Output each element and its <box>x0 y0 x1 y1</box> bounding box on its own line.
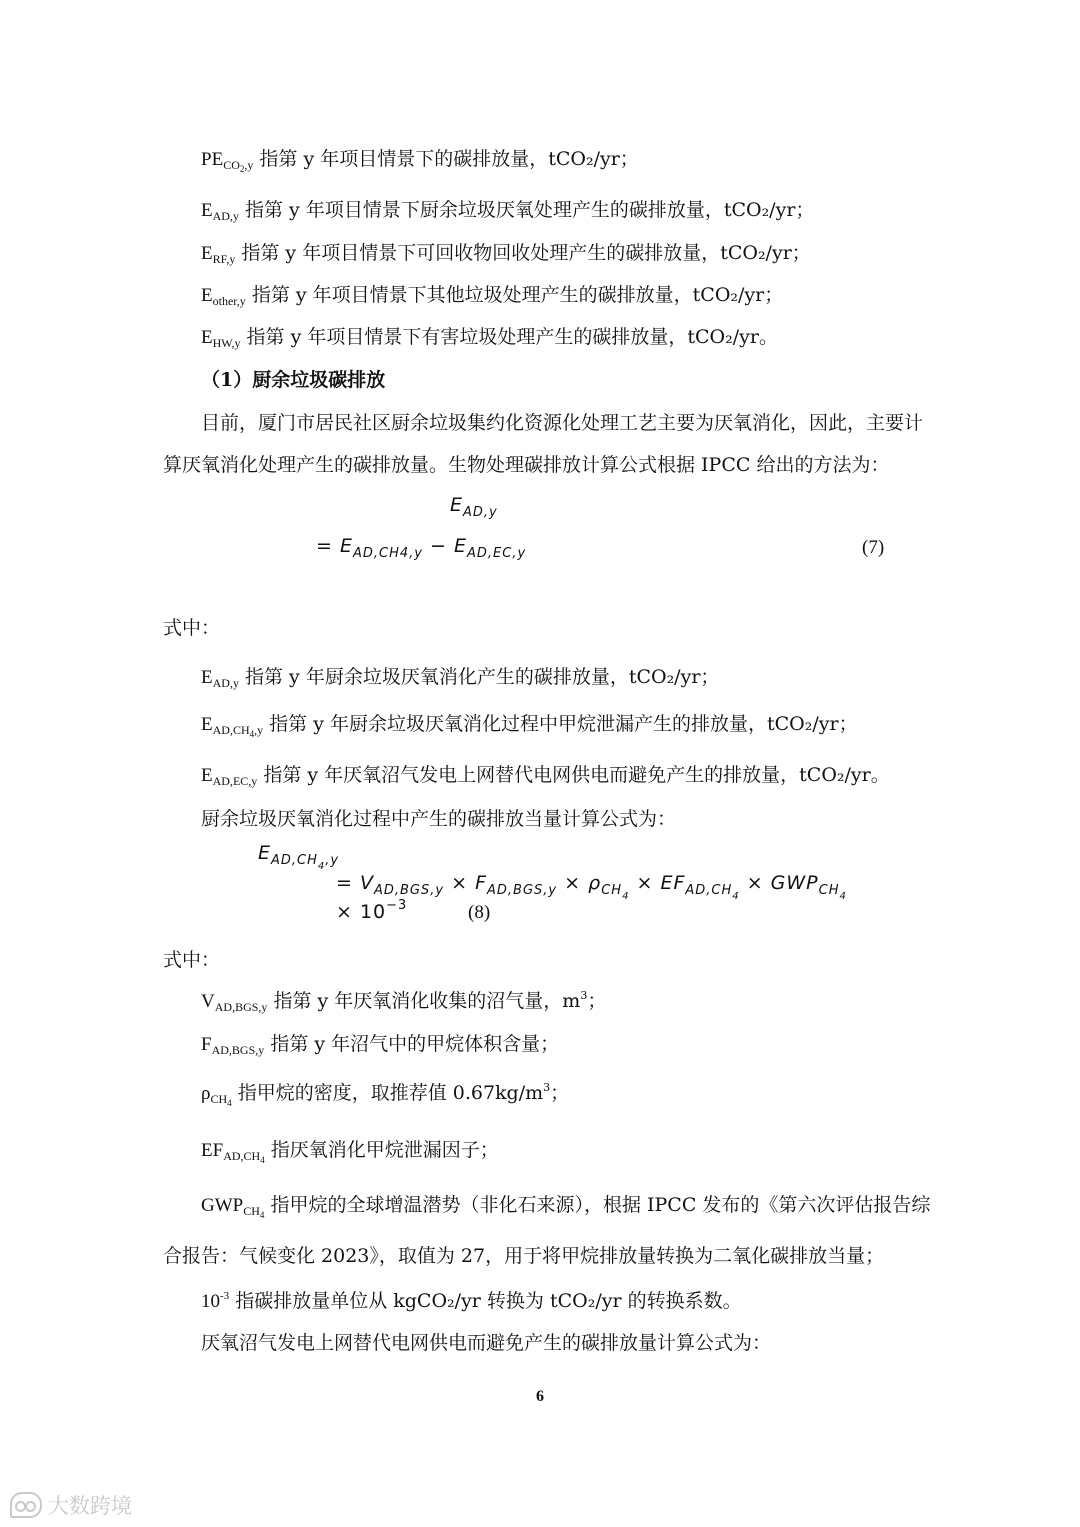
equation-7-number: (7) <box>862 537 885 558</box>
chat-bubble-icon <box>10 1492 42 1518</box>
definition-pe <box>201 146 639 173</box>
symbol-ef-ad-ch4: $EF_{AD,CH_4}$ <box>201 1140 265 1165</box>
definition-rho-ch4: $\rho_{CH_4}$ 指甲烷的密度，取推荐值 $0.67kg/m^3$； <box>201 1081 570 1108</box>
symbol-gwp-ch4: $GWP_{CH_4}$ <box>201 1195 265 1220</box>
watermark-text: 大数跨境 <box>48 1494 132 1518</box>
symbol-ead-ec: $E_{AD,EC,y}$ <box>201 765 258 788</box>
definition-text: 指第 y 年厨余垃圾厌氧消化过程中甲烷泄漏产生的排放量，tCO₂/yr； <box>269 713 858 735</box>
symbol-f-ad-bgs: $F_{AD,BGS,y}$ <box>201 1034 265 1057</box>
section-heading: （1）厨余垃圾碳排放 <box>201 369 386 391</box>
definition-text: 指第 y 年厌氧消化收集的沼气量，m <box>273 990 581 1012</box>
symbol-ehw: $E_{HW,y}$ <box>201 327 241 350</box>
symbol-ead: $E_{AD,y}$ <box>201 200 239 223</box>
where-label: 式中： <box>163 949 221 971</box>
definition-text: 指厌氧消化甲烷泄漏因子； <box>270 1139 499 1161</box>
conversion-line <box>201 1288 742 1315</box>
definition-text: 指第 y 年项目情景下其他垃圾处理产生的碳排放量，tCO₂/yr； <box>251 284 784 306</box>
definition-ead <box>201 197 814 224</box>
equation-8-intro: 厨余垃圾厌氧消化过程中产生的碳排放当量计算公式为： <box>201 808 677 830</box>
definition-text: 指第 y 年厨余垃圾厌氧消化产生的碳排放量，tCO₂/yr； <box>245 666 720 688</box>
definition-f-ad-bgs <box>201 1031 559 1058</box>
intro-paragraph-line-2: 算厌氧消化处理产生的碳排放量。生物处理碳排放计算公式根据 IPCC 给出的方法为： <box>163 454 890 476</box>
conversion-text: 指碳排放量单位从 kgCO₂/yr 转换为 tCO₂/yr 的转换系数。 <box>235 1290 742 1312</box>
gwp-paragraph-line-2: 合报告：气候变化 2023》，取值为 27，用于将甲烷排放量转换为二氧化碳排放当量； <box>163 1245 885 1267</box>
definition-ead-2 <box>201 664 719 691</box>
definition-eother <box>201 282 783 309</box>
closing-line: 厌氧沼气发电上网替代电网供电而避免产生的碳排放量计算公式为： <box>201 1332 772 1354</box>
symbol-rho-ch4: $\rho_{CH_4}$ <box>201 1083 232 1108</box>
gwp-paragraph-line-1 <box>201 1192 930 1219</box>
definition-text: 指第 y 年项目情景下可回收物回收处理产生的碳排放量，tCO₂/yr； <box>241 242 811 264</box>
definition-text: 指第 y 年厌氧沼气发电上网替代电网供电而避免产生的排放量，tCO₂/yr。 <box>263 764 890 786</box>
page-number: 6 <box>536 1388 544 1405</box>
gwp-text: 指甲烷的全球增温潜势（非化石来源），根据 IPCC 发布的《第六次评估报告综 <box>270 1194 931 1216</box>
symbol-ead-ch4: $E_{AD,CH_4,y}$ <box>201 714 264 739</box>
equation-8-lhs: $E_{AD,CH_4,y}$ <box>258 842 340 872</box>
symbol-eother: $E_{other,y}$ <box>201 285 246 308</box>
definition-text: 指第 y 年沼气中的甲烷体积含量； <box>270 1033 560 1055</box>
equation-8-factor: × $10^{-3}$ <box>336 898 408 923</box>
definition-ead-ec <box>201 762 890 789</box>
definition-ef-ad-ch4 <box>201 1137 499 1164</box>
symbol-pe: $PE_{CO_2,y}$ <box>201 149 254 174</box>
definition-text: 指第 y 年项目情景下的碳排放量，tCO₂/yr； <box>259 148 639 170</box>
equation-7-lhs: $E_{AD,y}$ <box>450 494 498 520</box>
definition-erf <box>201 240 811 267</box>
where-label: 式中： <box>163 617 221 639</box>
watermark <box>10 1490 132 1520</box>
symbol-ead: $E_{AD,y}$ <box>201 667 239 690</box>
symbol-v-ad-bgs: $V_{AD,BGS,y}$ <box>201 991 268 1014</box>
definition-text: 指第 y 年项目情景下厨余垃圾厌氧处理产生的碳排放量，tCO₂/yr； <box>245 199 815 221</box>
definition-text: 指第 y 年项目情景下有害垃圾处理产生的碳排放量，tCO₂/yr。 <box>246 326 778 348</box>
equation-7-rhs: = $E_{AD,CH4,y} - E_{AD,EC,y}$ <box>316 535 527 561</box>
intro-paragraph-line-1: 目前，厦门市居民社区厨余垃圾集约化资源化处理工艺主要为厌氧消化，因此，主要计 <box>201 412 924 434</box>
definition-ead-ch4 <box>201 711 858 738</box>
equation-8-rhs: = $V_{AD,BGS,y} \times F_{AD,BGS,y} \times \rho_{CH_4} \times EF_{AD,CH_4} \times GWP_{CH_4}$ <box>336 872 847 902</box>
definition-ehw <box>201 324 778 351</box>
definition-v-ad-bgs: $V_{AD,BGS,y}$ 指第 y 年厌氧消化收集的沼气量，$m^3$； <box>201 989 607 1014</box>
equation-8-number: (8) <box>468 902 491 923</box>
symbol-ten-power: $10^{-3}$ <box>201 1290 230 1312</box>
symbol-erf: $E_{RF,y}$ <box>201 243 236 266</box>
definition-text: 指甲烷的密度，取推荐值 0.67kg/m <box>237 1082 544 1104</box>
